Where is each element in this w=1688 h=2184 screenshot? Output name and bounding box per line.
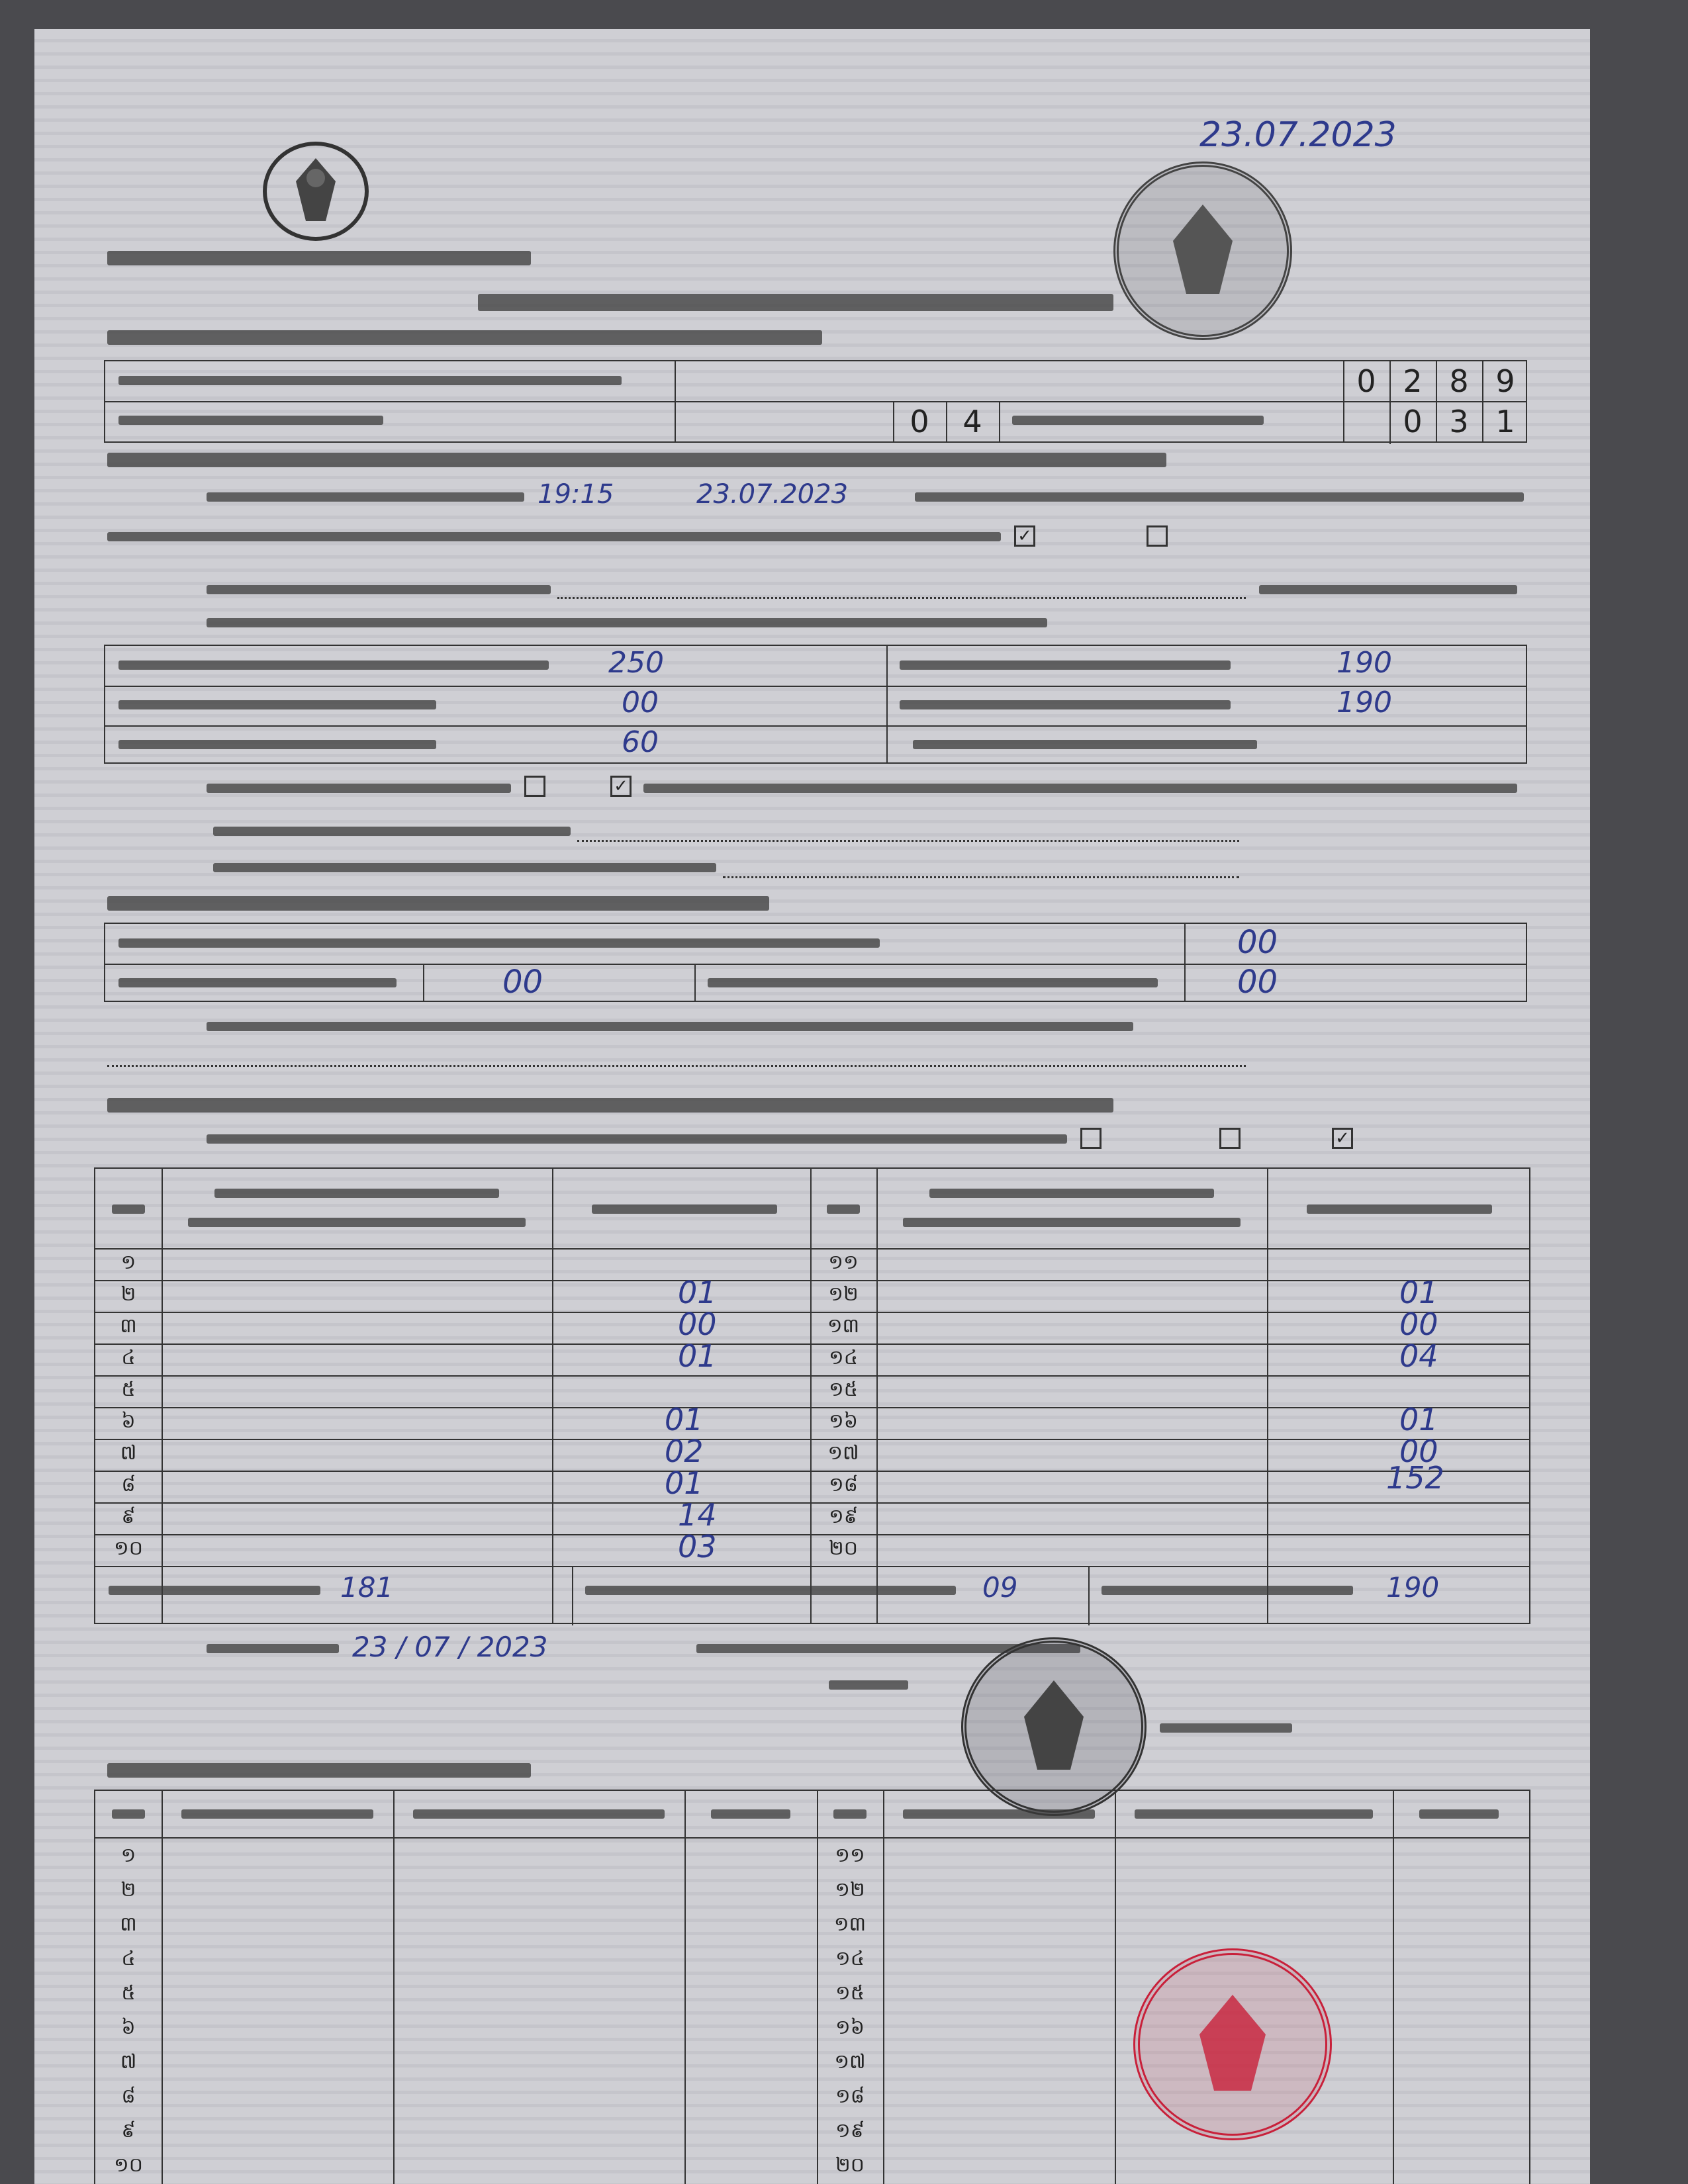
tally-formula (913, 740, 1257, 749)
witness-table (94, 1790, 1530, 2184)
province-code-1: 0 (910, 404, 929, 439)
row-no: ១៦ (829, 1410, 858, 1433)
witness-row-no: ១១ (835, 1844, 865, 1867)
abnormal-note-label (207, 1022, 1133, 1031)
center-code-3: 8 (1449, 363, 1469, 399)
date-label (207, 1644, 339, 1653)
row-no: ៤ (121, 1346, 136, 1369)
complaints-count: 00 (1237, 924, 1278, 961)
complaints-label (118, 938, 880, 948)
witness-row-no: ៥ (121, 1981, 136, 2005)
resolved-count: 00 (502, 964, 543, 1001)
center-code-2: 2 (1403, 363, 1423, 399)
tally-c-label (118, 740, 436, 749)
forwarded-label (708, 978, 1158, 987)
notes-fill-hint (1259, 585, 1517, 594)
count-time: 19:15 (538, 479, 614, 510)
section-3-heading (107, 896, 769, 911)
two-sheet-checkbox[interactable] (1219, 1128, 1241, 1149)
witness-row-no: ៧ (120, 2050, 137, 2073)
results-col-party-1b (188, 1218, 526, 1227)
commune-code-3: 1 (1495, 404, 1515, 439)
witness-row-no: ១ (120, 1844, 136, 1867)
votes-value: 02 (665, 1433, 704, 1469)
row-no: ១៤ (829, 1346, 858, 1369)
discrepancy-text-2 (643, 784, 1517, 793)
commune-code-1: 0 (1403, 404, 1423, 439)
province-code-2: 4 (962, 404, 982, 439)
witness-col-no (112, 1809, 145, 1819)
section-5-heading (107, 1763, 531, 1778)
row-no: ៩ (121, 1505, 136, 1528)
count-text-line-1 (207, 492, 524, 502)
row-no: ១៨ (829, 1473, 858, 1496)
document-page (34, 29, 1590, 2184)
results-col-no-1 (112, 1205, 145, 1214)
discrepancy-no-checkbox[interactable]: ✓ (610, 776, 632, 797)
total-valid: 181 (340, 1571, 394, 1604)
section-4-subtext (207, 1134, 1067, 1144)
witness-row-no: ៤ (121, 1947, 136, 1970)
witness-row-no: ២០ (835, 2154, 865, 2177)
votes-value: 01 (665, 1465, 704, 1501)
votes-value: 01 (1399, 1402, 1438, 1437)
witness-col-no-2 (833, 1809, 867, 1819)
row-no: ១៩ (829, 1505, 858, 1528)
tally-c-value: 60 (622, 725, 659, 759)
commune-code-2: 3 (1449, 404, 1469, 439)
secretary-label (1160, 1723, 1292, 1733)
object-note-line (723, 876, 1239, 878)
witness-row-no: ១៦ (835, 2016, 865, 2039)
count-date: 23.07.2023 (696, 479, 849, 510)
center-code-1: 0 (1356, 363, 1376, 399)
row-no: ១១ (828, 1251, 859, 1274)
complaints-table (104, 923, 1527, 1002)
discrepancy-note-label (213, 827, 571, 836)
total-valid-label (109, 1586, 320, 1595)
notes-dotted-line (557, 597, 1246, 599)
total-invalid: 09 (982, 1571, 1018, 1604)
forwarded-count: 00 (1237, 964, 1278, 1001)
row-no: ៥ (121, 1378, 136, 1401)
row-no: ១៧ (827, 1441, 859, 1465)
witness-col-party (413, 1809, 665, 1819)
votes-value: 01 (678, 1338, 717, 1374)
received-date: 23.07.2023 (1199, 115, 1397, 155)
row-no: ១២ (828, 1283, 859, 1306)
discrepancy-note-line (577, 840, 1239, 842)
witness-row-no: ១៣ (833, 1913, 867, 1936)
votes-value: 01 (665, 1402, 704, 1437)
votes-value: 01 (678, 1275, 717, 1310)
votes-value: 00 (1399, 1306, 1438, 1342)
tally-a-value: 250 (608, 646, 664, 680)
form-title (478, 294, 1113, 311)
row-no: ១៣ (827, 1314, 860, 1338)
row-no: ២០ (829, 1537, 858, 1560)
seals-ok-checkbox[interactable]: ✓ (1014, 525, 1035, 547)
section-1-heading (107, 330, 822, 345)
tally-table (104, 645, 1527, 764)
discrepancy-text (207, 784, 511, 793)
witness-col-name-2 (903, 1809, 1095, 1819)
row-no: ២ (120, 1283, 136, 1306)
votes-value: 03 (678, 1529, 717, 1565)
witness-row-no: ៩ (121, 2119, 136, 2142)
received-stamp (1113, 161, 1292, 340)
witness-col-sign-2 (1419, 1809, 1499, 1819)
count-text-line-1b (915, 492, 1524, 502)
nec-emblem (263, 142, 369, 241)
tally-e-value: 190 (1336, 686, 1392, 719)
results-col-party-1 (214, 1189, 499, 1198)
row-no: ៣ (120, 1314, 137, 1338)
tally-e-label (900, 700, 1231, 709)
row-no: ៧ (120, 1441, 137, 1465)
total-in-box: 190 (1386, 1571, 1440, 1604)
one-sheet-checkbox[interactable] (1080, 1128, 1102, 1149)
row-no: ១០ (114, 1537, 143, 1560)
results-col-no-2 (827, 1205, 860, 1214)
table-intro-text (207, 618, 1047, 627)
votes-value: 00 (1399, 1433, 1438, 1469)
nec-name-printed (107, 251, 531, 265)
witness-col-sign (711, 1809, 790, 1819)
votes-value: 01 (1399, 1275, 1438, 1310)
section-1-table (104, 360, 1527, 443)
votes-value: 00 (678, 1306, 717, 1342)
witness-row-no: ៣ (120, 1913, 137, 1936)
seals-bad-checkbox[interactable] (1147, 525, 1168, 547)
section-4-heading (107, 1098, 1113, 1113)
center-code-4: 9 (1495, 363, 1515, 399)
tally-d-value: 190 (1336, 646, 1392, 680)
tally-b-label (118, 700, 436, 709)
results-col-votes-1 (592, 1205, 777, 1214)
results-table (94, 1167, 1530, 1624)
witness-row-no: ១៩ (835, 2119, 865, 2142)
abnormal-note-line (107, 1065, 1246, 1067)
three-sheet-checkbox[interactable]: ✓ (1332, 1128, 1353, 1149)
witness-row-no: ២ (120, 1878, 136, 1901)
witness-row-no: ១៥ (835, 1981, 865, 2005)
votes-value: 152 (1386, 1460, 1444, 1496)
witness-col-name (181, 1809, 373, 1819)
row-no: ៦ (121, 1410, 136, 1433)
notes-label (207, 585, 551, 594)
votes-value: 04 (1399, 1338, 1438, 1374)
resolved-label (118, 978, 397, 987)
section-2-heading (107, 453, 1166, 467)
total-in-box-label (1102, 1586, 1353, 1595)
witness-row-no: ១៤ (835, 1947, 865, 1970)
results-col-party-2 (929, 1189, 1214, 1198)
tally-d-label (900, 660, 1231, 670)
row-no: ១៥ (829, 1378, 858, 1401)
row-no: ៨ (121, 1473, 136, 1496)
center-label (118, 376, 622, 385)
chairman-label (829, 1680, 908, 1690)
witness-row-no: ១០ (114, 2154, 143, 2177)
results-col-party-2b (903, 1218, 1241, 1227)
province-label (118, 416, 383, 425)
witness-row-no: ៦ (121, 2016, 136, 2039)
count-text-line-2 (107, 532, 1001, 541)
witness-row-no: ១៧ (834, 2050, 866, 2073)
object-note-label (213, 863, 716, 872)
commune-label (1012, 416, 1264, 425)
discrepancy-yes-checkbox[interactable] (524, 776, 545, 797)
row-no: ១ (120, 1251, 136, 1274)
witness-row-no: ១៨ (835, 2085, 865, 2108)
red-official-stamp (1133, 1948, 1332, 2140)
witness-col-party-2 (1135, 1809, 1373, 1819)
votes-value: 14 (678, 1497, 717, 1533)
sign-date: 23 / 07 / 2023 (352, 1631, 548, 1663)
tally-b-value: 00 (622, 686, 659, 719)
witness-row-no: ៨ (121, 2085, 136, 2108)
witness-row-no: ១២ (835, 1878, 865, 1901)
tally-a-label (118, 660, 549, 670)
total-invalid-label (585, 1586, 956, 1595)
results-col-votes-2 (1307, 1205, 1492, 1214)
